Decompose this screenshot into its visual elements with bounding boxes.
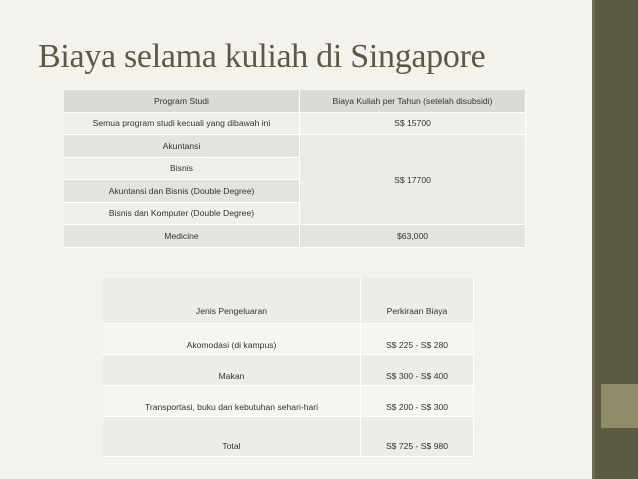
fee-cell: $63,000 [300,225,526,248]
table-row [64,113,526,136]
expense-total-cost: S$ 725 - S$ 980 [361,417,474,457]
expense-type-cell: Akomodasi (di kampus) [103,324,361,355]
side-decoration-block [601,384,638,428]
slide-title: Biaya selama kuliah di Singapore [38,38,486,75]
expense-cost-cell: S$ 225 - S$ 280 [361,324,474,355]
table-row [103,355,474,386]
program-cell: Medicine [64,225,300,248]
header-program-studi: Program Studi [64,90,300,113]
program-cell: Bisnis [64,158,300,181]
expense-type-cell: Makan [103,355,361,386]
expense-total-label: Total [103,417,361,457]
fee-cell-merged: S$ 17700 [300,135,526,225]
program-cell: Semua program studi kecuali yang dibawah ini [64,113,300,136]
table-row [103,417,474,457]
program-cell: Bisnis dan Komputer (Double Degree) [64,203,300,226]
expense-cost-cell: S$ 300 - S$ 400 [361,355,474,386]
side-decoration-line [592,0,595,479]
tuition-table [64,90,526,248]
fee-cell: S$ 15700 [300,113,526,136]
expense-table [103,278,474,457]
table-row [64,225,526,248]
table-row [64,135,526,158]
expense-type-cell: Transportasi, buku dan kebutuhan sehari-hari [103,386,361,417]
header-perkiraan-biaya: Perkiraan Biaya [361,278,474,324]
expense-cost-cell: S$ 200 - S$ 300 [361,386,474,417]
program-cell: Akuntansi dan Bisnis (Double Degree) [64,180,300,203]
program-cell: Akuntansi [64,135,300,158]
header-jenis-pengeluaran: Jenis Pengeluaran [103,278,361,324]
table-header-row [103,278,474,324]
header-biaya-kuliah: Biaya Kuliah per Tahun (setelah disubsidi) [300,90,526,113]
table-header-row [64,90,526,113]
table-row [103,324,474,355]
table-row [103,386,474,417]
